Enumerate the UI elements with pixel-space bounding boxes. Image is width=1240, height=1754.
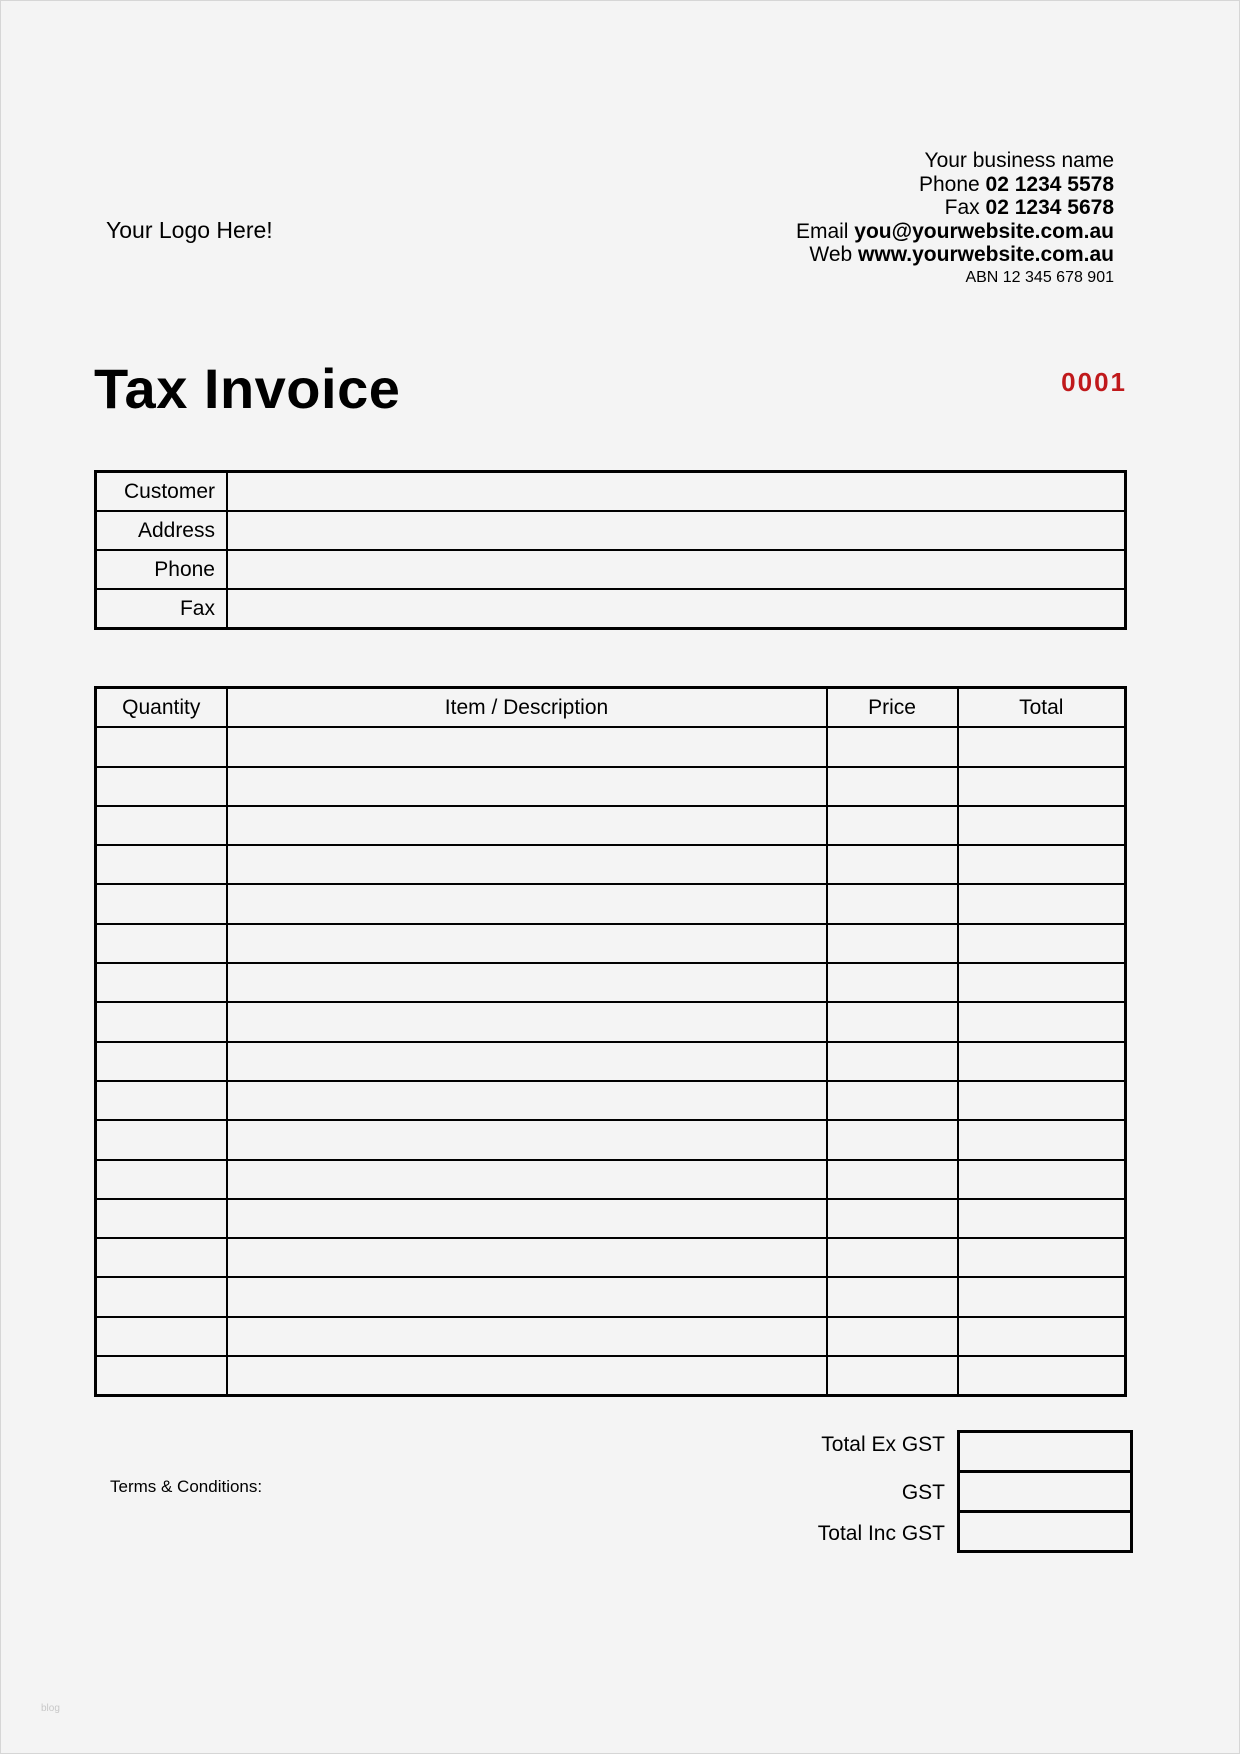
table-row [96, 1199, 1126, 1238]
table-cell[interactable] [827, 1199, 958, 1238]
customer-row-customer [96, 472, 1126, 512]
table-row [96, 1277, 1126, 1316]
table-cell[interactable] [827, 1277, 958, 1316]
table-cell[interactable] [227, 1081, 827, 1120]
table-row [96, 884, 1126, 923]
table-cell[interactable] [96, 1120, 227, 1159]
column-header: Total [958, 688, 1126, 728]
table-row [96, 1120, 1126, 1159]
table-cell[interactable] [958, 727, 1126, 766]
table-cell[interactable] [227, 1199, 827, 1238]
table-row [96, 1042, 1126, 1081]
customer-row-address [96, 511, 1126, 550]
table-cell[interactable] [96, 727, 227, 766]
total-ex-gst-field[interactable] [960, 1430, 1130, 1470]
table-cell[interactable] [227, 1238, 827, 1277]
table-cell[interactable] [96, 845, 227, 884]
table-cell[interactable] [827, 1317, 958, 1356]
table-cell[interactable] [827, 963, 958, 1002]
table-row [96, 727, 1126, 766]
table-cell[interactable] [958, 1042, 1126, 1081]
table-row [96, 1356, 1126, 1396]
table-cell[interactable] [958, 924, 1126, 963]
table-cell[interactable] [227, 727, 827, 766]
table-cell[interactable] [96, 1081, 227, 1120]
customer-field-label: Phone [96, 550, 228, 589]
table-cell[interactable] [958, 1277, 1126, 1316]
customer-details-table [94, 470, 1127, 630]
table-cell[interactable] [227, 1356, 827, 1396]
table-cell[interactable] [827, 806, 958, 845]
customer-field-input[interactable] [227, 511, 1126, 550]
table-cell[interactable] [96, 924, 227, 963]
table-cell[interactable] [827, 1042, 958, 1081]
table-cell[interactable] [958, 963, 1126, 1002]
table-cell[interactable] [96, 1238, 227, 1277]
table-cell[interactable] [958, 1238, 1126, 1277]
totals-boxes [957, 1430, 1133, 1553]
total-inc-gst-label: Total Inc GST [817, 1522, 945, 1545]
business-web-line [796, 243, 1114, 267]
total-ex-gst-label: Total Ex GST [821, 1433, 945, 1456]
table-cell[interactable] [96, 963, 227, 1002]
table-cell[interactable] [96, 1199, 227, 1238]
table-row [96, 1317, 1126, 1356]
business-phone: 02 1234 5578 [985, 172, 1114, 196]
customer-row-phone [96, 550, 1126, 589]
customer-field-input[interactable] [227, 550, 1126, 589]
table-cell[interactable] [827, 1238, 958, 1277]
table-cell[interactable] [958, 1356, 1126, 1396]
customer-field-label: Address [96, 511, 228, 550]
business-fax-line [796, 196, 1114, 220]
table-row [96, 1160, 1126, 1199]
business-phone-label: Phone [918, 172, 980, 196]
table-cell[interactable] [958, 1081, 1126, 1120]
customer-field-label: Fax [96, 589, 228, 629]
customer-field-input[interactable] [227, 589, 1126, 629]
business-phone-line [796, 173, 1114, 197]
total-inc-gst-field[interactable] [960, 1510, 1130, 1550]
table-cell[interactable] [958, 1199, 1126, 1238]
table-cell[interactable] [958, 1002, 1126, 1041]
gst-field[interactable] [960, 1470, 1130, 1510]
column-header: Price [827, 688, 958, 728]
table-row [96, 806, 1126, 845]
terms-conditions-label: Terms & Conditions: [110, 1477, 263, 1496]
table-cell[interactable] [227, 1277, 827, 1316]
table-cell[interactable] [96, 884, 227, 923]
table-cell[interactable] [96, 806, 227, 845]
line-items-header-row [96, 688, 1126, 728]
table-cell[interactable] [827, 1356, 958, 1396]
table-row [96, 1002, 1126, 1041]
table-cell[interactable] [227, 963, 827, 1002]
business-web: www.yourwebsite.com.au [858, 243, 1114, 266]
column-header: Quantity [96, 688, 227, 728]
business-fax: 02 1234 5678 [985, 196, 1114, 219]
table-cell[interactable] [227, 1002, 827, 1041]
table-cell[interactable] [827, 1002, 958, 1041]
table-row [96, 924, 1126, 963]
table-cell[interactable] [958, 806, 1126, 845]
gst-label: GST [901, 1481, 945, 1504]
table-row [96, 1238, 1126, 1277]
table-cell[interactable] [227, 1317, 827, 1356]
table-cell[interactable] [96, 1160, 227, 1199]
table-cell[interactable] [827, 845, 958, 884]
table-cell[interactable] [958, 767, 1126, 806]
table-cell[interactable] [96, 1356, 227, 1396]
table-cell[interactable] [827, 767, 958, 806]
business-email-label: Email [795, 219, 849, 243]
table-cell[interactable] [227, 1042, 827, 1081]
table-row [96, 767, 1126, 806]
table-row [96, 963, 1126, 1002]
table-cell[interactable] [827, 1160, 958, 1199]
table-cell[interactable] [958, 1120, 1126, 1159]
business-fax-label: Fax [944, 196, 980, 219]
table-cell[interactable] [827, 1120, 958, 1159]
watermark: blog [41, 1703, 60, 1714]
business-details [796, 149, 1114, 289]
table-cell[interactable] [827, 924, 958, 963]
business-web-label: Web [809, 243, 853, 266]
table-cell[interactable] [96, 767, 227, 806]
table-cell[interactable] [227, 1120, 827, 1159]
customer-field-label: Customer [96, 472, 228, 512]
table-row [96, 845, 1126, 884]
logo-placeholder: Your Logo Here! [106, 217, 273, 243]
business-email: you@yourwebsite.com.au [854, 219, 1114, 243]
table-cell[interactable] [227, 767, 827, 806]
line-items-table [94, 686, 1127, 1397]
table-cell[interactable] [96, 1277, 227, 1316]
business-name: Your business name [924, 149, 1114, 172]
table-cell[interactable] [827, 884, 958, 923]
table-row [96, 1081, 1126, 1120]
table-cell[interactable] [958, 1317, 1126, 1356]
table-cell[interactable] [958, 845, 1126, 884]
table-cell[interactable] [958, 884, 1126, 923]
customer-field-input[interactable] [227, 472, 1126, 512]
page-title: Tax Invoice [94, 357, 401, 420]
invoice-number: 0001 [1061, 367, 1127, 397]
table-cell[interactable] [96, 1317, 227, 1356]
table-cell[interactable] [96, 1002, 227, 1041]
table-cell[interactable] [96, 1042, 227, 1081]
table-cell[interactable] [827, 1081, 958, 1120]
table-cell[interactable] [827, 727, 958, 766]
table-cell[interactable] [227, 1160, 827, 1199]
business-abn: ABN 12 345 678 901 [965, 268, 1114, 286]
column-header: Item / Description [227, 688, 827, 728]
table-cell[interactable] [227, 884, 827, 923]
table-cell[interactable] [227, 806, 827, 845]
table-cell[interactable] [227, 845, 827, 884]
customer-row-fax [96, 589, 1126, 629]
table-cell[interactable] [958, 1160, 1126, 1199]
business-email-line [796, 220, 1114, 244]
table-cell[interactable] [227, 924, 827, 963]
